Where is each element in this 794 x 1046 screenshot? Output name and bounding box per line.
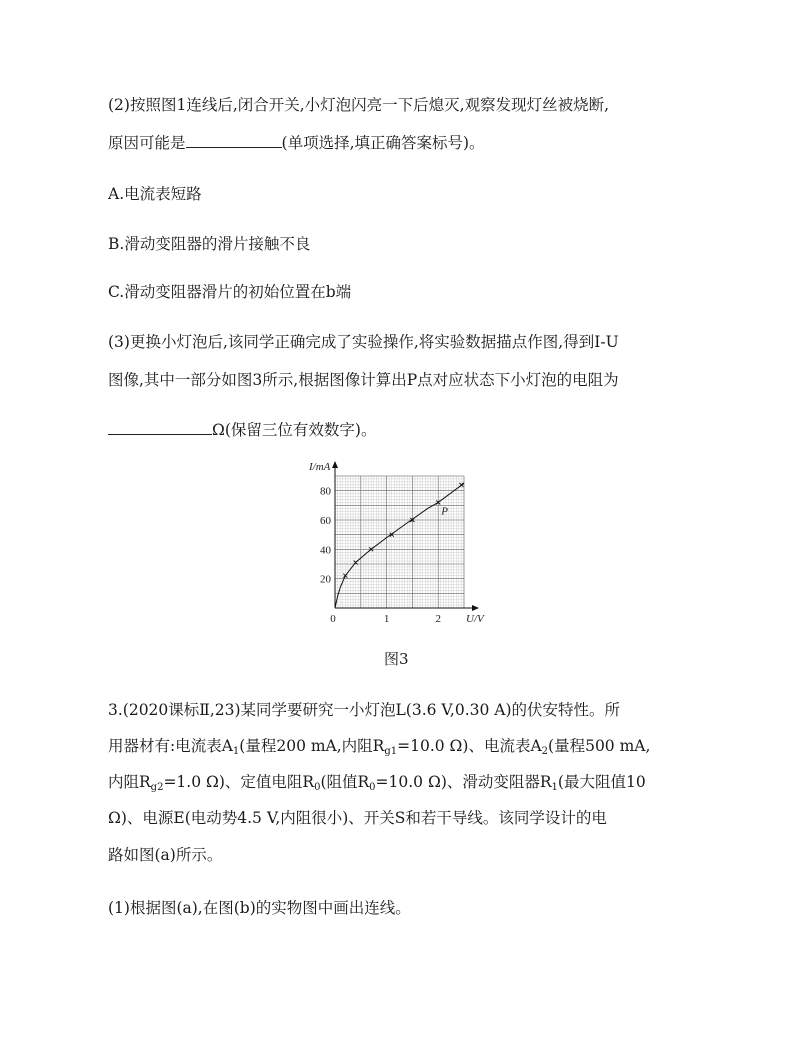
point-p-label: P (441, 505, 448, 518)
q4-line2-part-b: (量程200 mA,内阻R (239, 737, 385, 755)
q4-line3-part-e: (最大阻值10 (557, 773, 646, 791)
answer-blank-q3[interactable] (108, 420, 212, 435)
y-tick-label: 60 (320, 515, 331, 527)
y-tick-label: 20 (320, 573, 331, 586)
q4-line3-part-a: 内阻R (108, 773, 151, 791)
y-axis-label: I/mA (309, 461, 331, 473)
iu-chart (300, 452, 500, 628)
x-axis-arrow (472, 605, 479, 611)
q3-line2: 图像,其中一部分如图3所示,根据图像计算出P点对应状态下小灯泡的电阻为 (108, 371, 619, 389)
q4-line2-part-d: (量程500 mA, (548, 737, 651, 755)
answer-blank-q2[interactable] (186, 133, 282, 148)
q4-line3-part-d: =10.0 Ω)、滑动变阻器R (375, 773, 552, 791)
origin-label: 0 (330, 613, 336, 625)
q3-line1: (3)更换小灯泡后,该同学正确完成了实验操作,将实验数据描点作图,得到I-U (108, 333, 619, 351)
sub-rg2: g2 (150, 782, 164, 793)
x-tick-label: 2 (435, 613, 441, 625)
option-c: C.滑动变阻器滑片的初始位置在b端 (108, 283, 352, 301)
sub-a1: 1 (232, 746, 240, 757)
option-a: A.电流表短路 (108, 185, 202, 203)
q3-line3-suffix: Ω(保留三位有效数字)。 (212, 421, 377, 439)
sub-rg1: g1 (384, 746, 398, 757)
q2-line2-prefix: 原因可能是 (108, 134, 186, 152)
q4-line3-part-b: =1.0 Ω)、定值电阻R (163, 773, 315, 791)
q4-line2-part-c: =10.0 Ω)、电流表A (397, 737, 542, 755)
q4-line1: 3.(2020课标Ⅱ,23)某同学要研究一小灯泡L(3.6 V,0.30 A)的伏安特性。所 (108, 701, 621, 719)
q2-line1: (2)按照图1连线后,闭合开关,小灯泡闪亮一下后熄灭,观察发现灯丝被烧断, (108, 96, 610, 114)
q2-line2-suffix: (单项选择,填正确答案标号)。 (281, 134, 485, 152)
figure-3 (300, 452, 500, 632)
q4-line2 (108, 736, 650, 756)
q4-line4: Ω)、电源E(电动势4.5 V,内阻很小)、开关S和若干导线。该同学设计的电 (108, 809, 607, 827)
q4-sub1: (1)根据图(a),在图(b)的实物图中画出连线。 (108, 899, 411, 917)
option-b: B.滑动变阻器的滑片接触不良 (108, 235, 311, 253)
y-tick-label: 80 (320, 485, 331, 498)
x-axis-label: U/V (466, 613, 484, 625)
figure-caption: 图3 (384, 650, 409, 668)
q4-line3-part-c: (阻值R (320, 773, 370, 791)
sub-r0-value: 0 (369, 782, 376, 793)
q4-line2-part-a: 用器材有:电流表A (108, 737, 233, 755)
q4-line5: 路如图(a)所示。 (108, 846, 223, 864)
y-axis-arrow (332, 461, 338, 468)
q3-line3 (108, 420, 376, 440)
y-tick-label: 40 (320, 544, 331, 557)
axes (332, 461, 479, 611)
grid-minor (335, 476, 464, 608)
x-tick-label: 1 (383, 613, 390, 625)
q2-line2 (108, 133, 485, 153)
sub-r0: 0 (314, 782, 321, 793)
sub-a2: 2 (541, 746, 549, 757)
sub-r1: 1 (551, 782, 558, 793)
q4-line3 (108, 772, 646, 792)
